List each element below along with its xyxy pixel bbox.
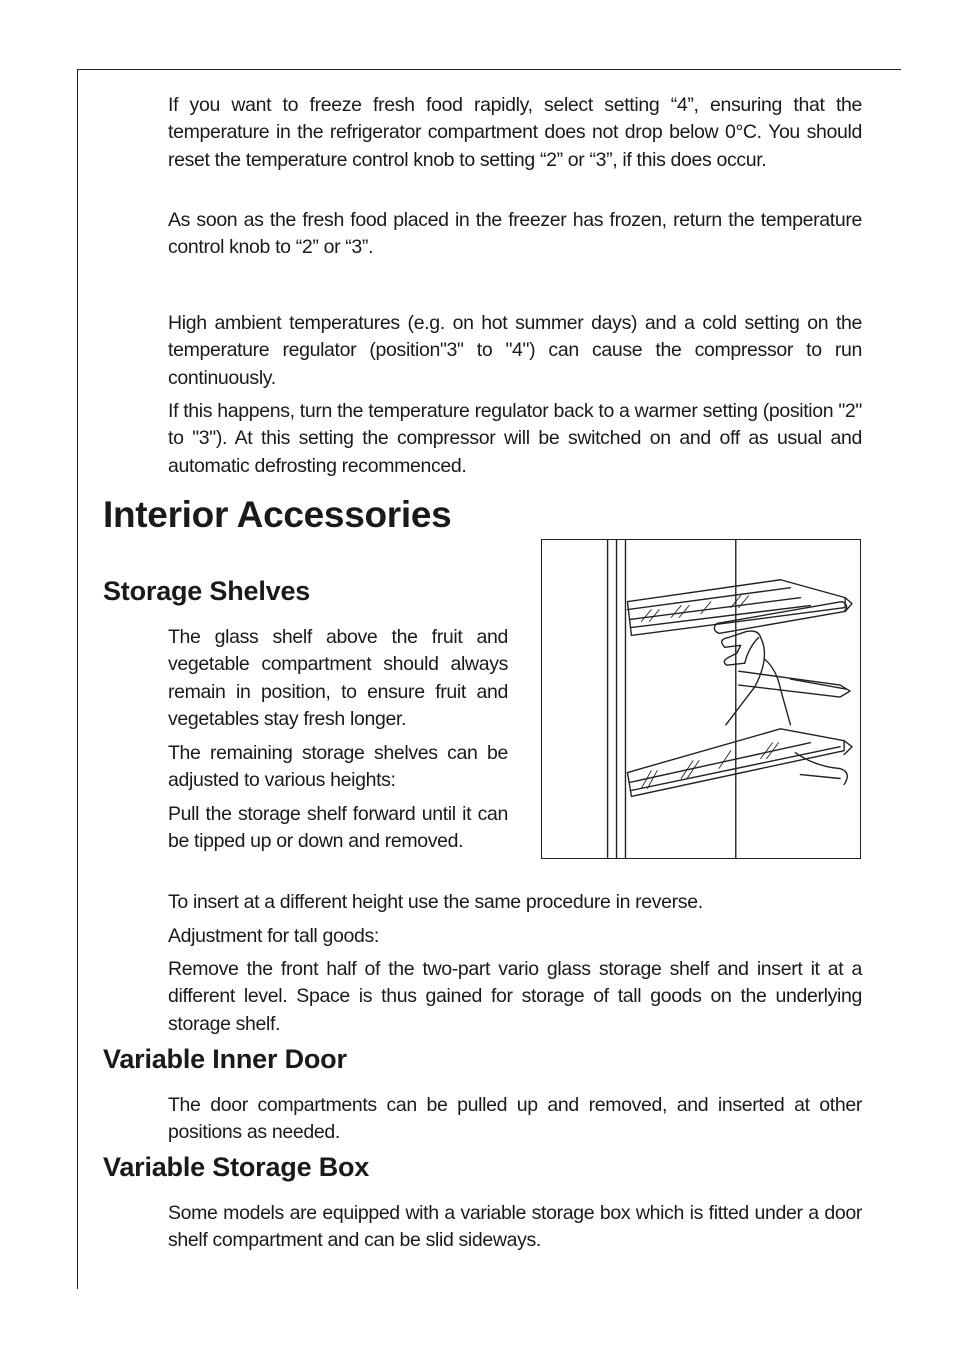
lower-shelf-support-2 [800,775,840,779]
variable-inner-door-heading: Variable Inner Door [103,1044,347,1074]
ambient-temperature-paragraph: High ambient temperatures (e.g. on hot summer days) and a cold setting on the temperature regulator (position"3" to "4") can cause the compressor to run continuously. [168,312,862,389]
lower-shelf-rail-end [844,741,852,755]
page-frame-top-rule [77,69,901,70]
storage-box-paragraph: Some models are equipped with a variable storage box which is fitted under a door shelf compartment and can be slid sideways. [168,1202,862,1252]
return-knob-paragraph: As soon as the fresh food placed in the freezer has frozen, return the temperature control knob to “2” or “3”. [168,209,862,259]
glass-shelf-paragraph: The glass shelf above the fruit and vegetable compartment should always remain in position, to ensure fruit and vegetables stay fresh longer. [168,626,508,730]
hand-outline [722,631,765,725]
reverse-procedure-paragraph: To insert at a different height use the same procedure in reverse. [168,891,703,913]
variable-storage-box-heading: Variable Storage Box [103,1152,370,1182]
tall-goods-label: Adjustment for tall goods: [168,925,379,947]
inner-door-paragraph: The door compartments can be pulled up and removed, and inserted at other positions as needed. [168,1094,862,1144]
adjust-heights-paragraph: The remaining storage shelves can be adjusted to various heights: [168,742,508,792]
top-shelf-reflections [641,596,748,622]
arm-outline [765,659,791,725]
page-frame-left-rule [77,69,78,1289]
pull-shelf-paragraph: Pull the storage shelf forward until it can be tipped up or down and removed. [168,803,508,853]
lower-shelf-support [795,753,847,785]
storage-shelves-heading: Storage Shelves [103,576,311,606]
shelf-removal-illustration [541,539,861,859]
section-title: Interior Accessories [103,494,452,535]
tall-goods-paragraph: Remove the front half of the two-part vario glass storage shelf and insert it at a different level. Space is thus gained for storage of tall goods on the underlying storage shelf. [168,958,862,1035]
hand-thumb [745,637,759,663]
rapid-freeze-paragraph: If you want to freeze fresh food rapidly, select setting “4”, ensuring that the temperature in the refrigerator compartment does not drop below 0°C. You should reset the temperature control knob to setting “2” or “3”, if this does occur. [168,94,862,171]
shelf-illustration-svg [542,540,860,858]
warmer-setting-paragraph: If this happens, turn the temperature regulator back to a warmer setting (position "2" to "3"). At this setting the compressor will be switched on and off as usual and automatic defrosting recommenced. [168,400,862,477]
lower-shelf-edge-1 [629,743,810,783]
